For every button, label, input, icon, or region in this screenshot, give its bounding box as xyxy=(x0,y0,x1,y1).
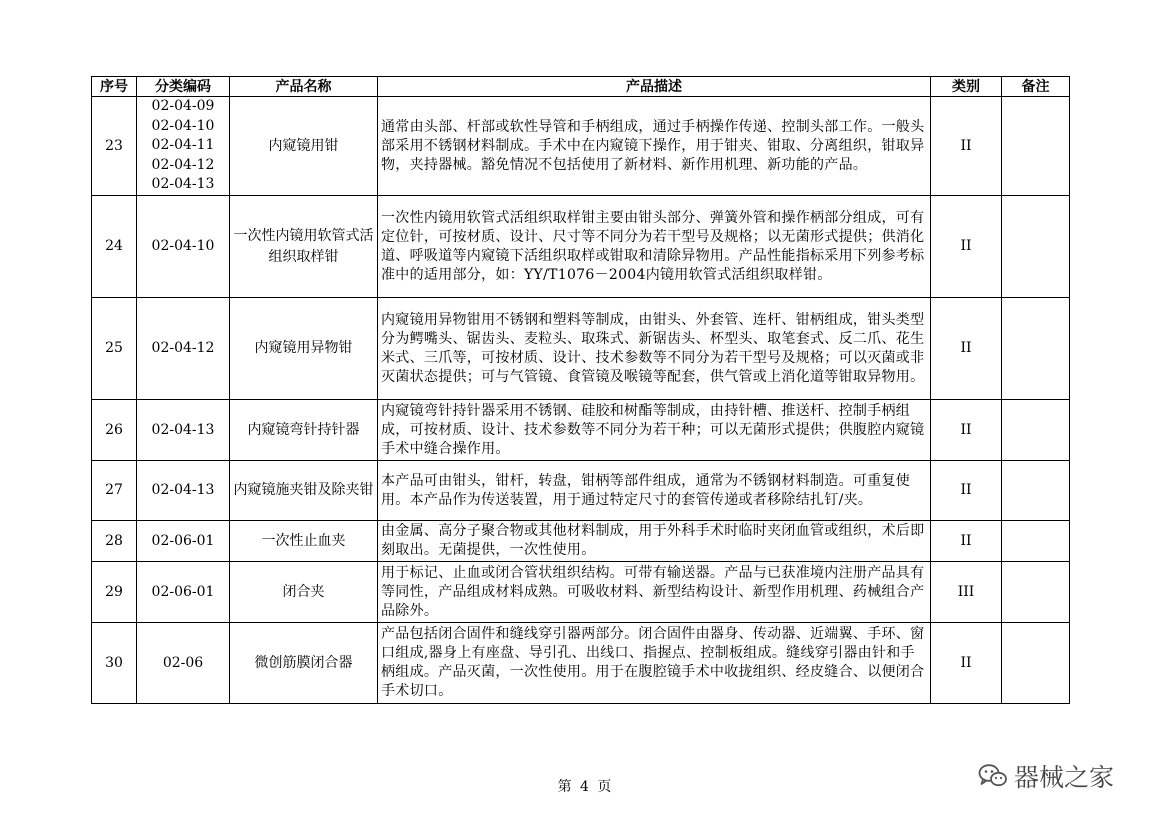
row-description: 通常由头部、杆部或软性导管和手柄组成，通过手柄操作传递、控制头部工作。一般头部采用不锈钢材料制成。手术中在内窥镜下操作，用于钳夹、钳取、分离组织，钳取异物，夹持器械。豁免情况不包括使用了新材料、新作用机理、新功能的产品。 xyxy=(378,97,931,196)
row-remarks xyxy=(1002,623,1070,704)
code-line: 02-04-11 xyxy=(151,137,215,154)
row-name: 微创筋膜闭合器 xyxy=(230,623,378,704)
row-name: 内窥镜弯针持针器 xyxy=(230,400,378,461)
table-row xyxy=(92,623,1070,704)
code-line: 02-04-13 xyxy=(151,176,215,193)
table-row xyxy=(92,97,1070,196)
row-category: II xyxy=(931,97,1002,196)
code-line: 02-04-09 xyxy=(151,98,215,115)
row-name: 闭合夹 xyxy=(230,562,378,623)
header-row xyxy=(92,77,1070,97)
row-code: 02-06 xyxy=(137,623,230,704)
row-description: 内窥镜用异物钳用不锈钢和塑料等制成，由钳头、外套管、连杆、钳柄组成，钳头类型分为鳄嘴头、锯齿头、麦粒头、取珠式、新锯齿头、杯型头、取笔套式、反二爪、花生米式、三爪等，可按材质、设计、技术参数等不同分为若干型号及规格；可以灭菌或非灭菌状态提供；可与气管镜、食管镜及喉镜等配套，供气管或上消化道等钳取异物用。 xyxy=(378,298,931,400)
row-category: II xyxy=(931,298,1002,400)
row-code: 02-06-01 xyxy=(137,521,230,562)
row-description: 用于标记、止血或闭合管状组织结构。可带有输送器。产品与已获准境内注册产品具有等同性，产品组成材料成熟。可吸收材料、新型结构设计、新型作用机理、药械组合产品除外。 xyxy=(378,562,931,623)
row-name: 一次性内镜用软管式活组织取样钳 xyxy=(230,196,378,298)
row-code: 02-04-13 xyxy=(137,461,230,521)
row-remarks xyxy=(1002,298,1070,400)
header-code: 分类编码 xyxy=(137,77,230,97)
row-code: 02-04-13 xyxy=(137,400,230,461)
row-remarks xyxy=(1002,400,1070,461)
row-index: 24 xyxy=(92,196,137,298)
header-name: 产品名称 xyxy=(230,77,378,97)
table-row xyxy=(92,521,1070,562)
row-remarks xyxy=(1002,196,1070,298)
table-row xyxy=(92,461,1070,521)
row-index: 26 xyxy=(92,400,137,461)
watermark xyxy=(978,758,1114,794)
code-line: 02-04-12 xyxy=(151,156,215,173)
row-remarks xyxy=(1002,461,1070,521)
row-remarks xyxy=(1002,521,1070,562)
row-category: II xyxy=(931,623,1002,704)
table-row xyxy=(92,400,1070,461)
row-code xyxy=(137,97,230,196)
row-name: 内窥镜施夹钳及除夹钳 xyxy=(230,461,378,521)
table-row xyxy=(92,562,1070,623)
row-category: III xyxy=(931,562,1002,623)
row-name: 一次性止血夹 xyxy=(230,521,378,562)
header-index: 序号 xyxy=(92,77,137,97)
row-description: 由金属、高分子聚合物或其他材料制成，用于外科手术时临时夹闭血管或组织，术后即刻取出。无菌提供，一次性使用。 xyxy=(378,521,931,562)
header-description: 产品描述 xyxy=(378,77,931,97)
row-description: 本产品可由钳头，钳杆，转盘，钳柄等部件组成，通常为不锈钢材料制造。可重复使用。本产品作为传送装置，用于通过特定尺寸的套管传递或者移除结扎钉/夹。 xyxy=(378,461,931,521)
header-remarks: 备注 xyxy=(1002,77,1070,97)
row-category: II xyxy=(931,400,1002,461)
code-line: 02-04-10 xyxy=(151,117,215,134)
row-remarks xyxy=(1002,97,1070,196)
row-index: 29 xyxy=(92,562,137,623)
row-code: 02-04-12 xyxy=(137,298,230,400)
row-description: 产品包括闭合固件和缝线穿引器两部分。闭合固件由器身、传动器、近端翼、手环、窗口组成,器身上有座盘、导引孔、出线口、指握点、控制板组成。缝线穿引器由针和手柄组成。产品灭菌，一次性使用。用于在腹腔镜手术中收拢组织、经皮缝合、以便闭合手术切口。 xyxy=(378,623,931,704)
wechat-icon xyxy=(978,763,1008,789)
row-category: II xyxy=(931,196,1002,298)
row-index: 27 xyxy=(92,461,137,521)
row-remarks xyxy=(1002,562,1070,623)
table-row xyxy=(92,196,1070,298)
row-category: II xyxy=(931,521,1002,562)
row-code: 02-04-10 xyxy=(137,196,230,298)
row-index: 25 xyxy=(92,298,137,400)
row-code: 02-06-01 xyxy=(137,562,230,623)
row-description: 内窥镜弯针持针器采用不锈钢、硅胶和树酯等制成，由持针槽、推送杆、控制手柄组成，可按材质、设计、技术参数等不同分为若干种；可以无菌形式提供；供腹腔内窥镜手术中缝合操作用。 xyxy=(378,400,931,461)
row-description: 一次性内镜用软管式活组织取样钳主要由钳头部分、弹簧外管和操作柄部分组成，可有定位针，可按材质、设计、尺寸等不同分为若干型号及规格；以无菌形式提供；供消化道、呼吸道等内窥镜下活组织取样或钳取和清除异物用。产品性能指标采用下列参考标准中的适用部分，如：YY/T1076－2004内镜用软管式活组织取样钳。 xyxy=(378,196,931,298)
table-row xyxy=(92,298,1070,400)
row-name: 内窥镜用异物钳 xyxy=(230,298,378,400)
row-category: II xyxy=(931,461,1002,521)
watermark-text: 器械之家 xyxy=(1014,763,1115,792)
header-category: 类别 xyxy=(931,77,1002,97)
row-index: 23 xyxy=(92,97,137,196)
row-index: 30 xyxy=(92,623,137,704)
page-number: 第 4 页 xyxy=(557,779,612,795)
row-index: 28 xyxy=(92,521,137,562)
product-table xyxy=(91,76,1070,704)
row-name: 内窥镜用钳 xyxy=(230,97,378,196)
